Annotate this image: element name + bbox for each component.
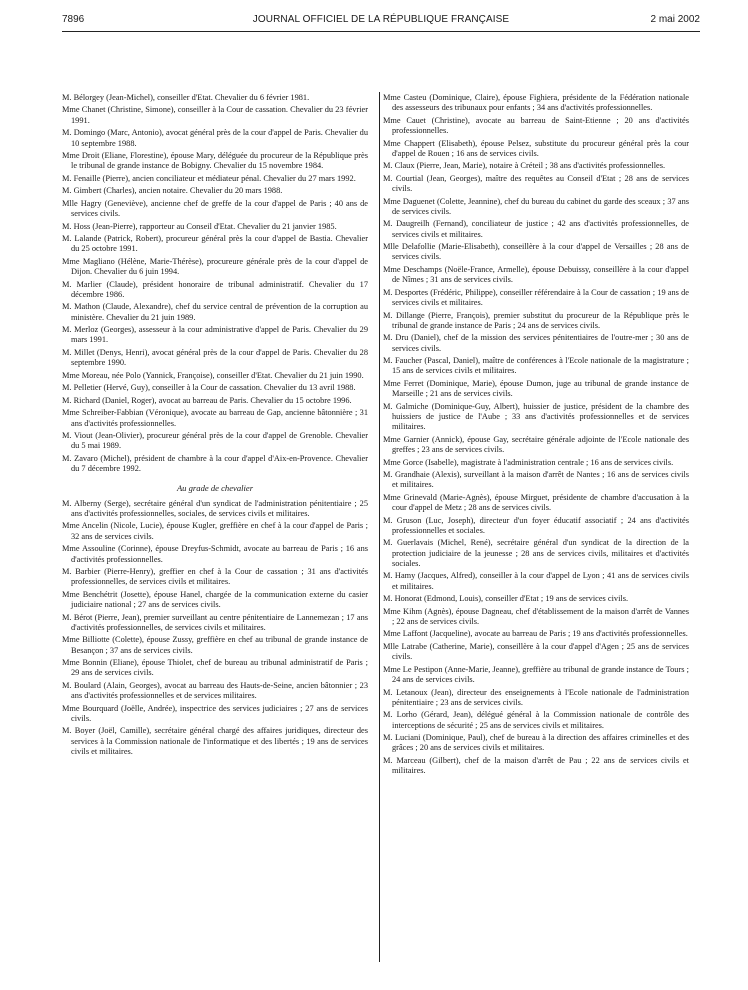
list-item: M. Barbier (Pierre-Henry), greffier en chef à la Cour de cassation ; 31 ans d'activités professionnelles, de services civils et militaires. — [62, 567, 368, 587]
right-column — [383, 93, 689, 779]
list-item: M. Boyer (Joël, Camille), secrétaire général chargé des affaires juridiques, directeur des services à la Commission nationale de l'informatique et des libertés ; 19 ans de services civils et militaires. — [62, 726, 368, 757]
list-item: Mlle Latrabe (Catherine, Marie), conseillère à la cour d'appel d'Agen ; 25 ans de services civils. — [383, 641, 689, 662]
list-item: M. Daugreilh (Fernand), conciliateur de justice ; 42 ans d'activités professionnelles, de services civils et militaires. — [383, 219, 689, 239]
list-item: M. Grandhaie (Alexis), surveillant à la maison d'arrêt de Nantes ; 16 ans de services civils et militaires. — [383, 469, 689, 490]
list-item: Mme Assouline (Corinne), épouse Dreyfus-Schmidt, avocate au barreau de Paris ; 16 ans d'activités professionnelles. — [62, 544, 368, 564]
journal-title: JOURNAL OFFICIEL DE LA RÉPUBLIQUE FRANÇAISE — [252, 14, 510, 25]
list-item: Mme Moreau, née Polo (Yannick, Françoise), conseiller d'Etat. Chevalier du 21 juin 1990. — [62, 370, 364, 380]
list-item: Mme Benchétrit (Josette), épouse Hanel, chargée de la communication externe du casier judiciaire national ; 27 ans de services civils. — [62, 589, 368, 610]
list-item: M. Dru (Daniel), chef de la mission des services pénitentiaires de l'outre-mer ; 30 ans de services civils. — [383, 333, 689, 353]
list-item: Mme Kihm (Agnès), épouse Dagneau, chef d'établissement de la maison d'arrêt de Vannes ; 22 ans de services civils. — [383, 606, 689, 626]
list-item: M. Zavaro (Michel), président de chambre à la cour d'appel d'Aix-en-Provence. Chevalier du 7 décembre 1992. — [62, 453, 368, 474]
entries-list — [383, 93, 689, 776]
list-item: Mme Bourquard (Joëlle, Andrée), inspectrice des services judiciaires ; 27 ans de services civils. — [62, 703, 368, 723]
page-header — [62, 14, 700, 30]
list-item: Mme Gorce (Isabelle), magistrate à l'administration centrale ; 16 ans de services civils. — [383, 457, 674, 467]
entries-list — [62, 93, 368, 474]
list-item: Mme Ancelin (Nicole, Lucie), épouse Kugler, greffière en chef à la cour d'appel de Paris ; 32 ans de services civils. — [62, 521, 368, 541]
entries-list — [62, 499, 368, 758]
list-item: M. Bérot (Pierre, Jean), premier surveillant au centre pénitentiaire de Lannemezan ; 17 ans d'activités professionnelles, de services civils et militaires. — [62, 612, 368, 632]
list-item: M. Hamy (Jacques, Alfred), conseiller à la cour d'appel de Lyon ; 41 ans de services civils et militaires. — [383, 571, 689, 591]
list-item: Mme Deschamps (Noële-France, Armelle), épouse Debuissy, conseillère à la cour d'appel de Nîmes ; 31 ans de services civils. — [383, 264, 689, 285]
list-item: M. Luciani (Dominique, Paul), chef de bureau à la direction des affaires criminelles et des grâces ; 20 ans de services civils et militaires. — [383, 733, 689, 753]
list-item: Mlle Delafollie (Marie-Elisabeth), conseillère à la cour d'appel de Versailles ; 28 ans de services civils. — [383, 242, 689, 262]
list-item: Mme Daguenet (Colette, Jeannine), chef du bureau du cabinet du garde des sceaux ; 37 ans de services civils. — [383, 196, 689, 216]
issue-date: 2 mai 2002 — [650, 14, 700, 25]
list-item: Mme Droit (Eliane, Florestine), épouse Mary, déléguée du procureur de la République près le tribunal de grande instance de Bobigny. Chevalier du 15 novembre 1984. — [62, 151, 368, 171]
list-item: M. Fenaille (Pierre), ancien conciliateur et médiateur pénal. Chevalier du 27 mars 1992. — [62, 173, 356, 183]
list-item: M. Faucher (Pascal, Daniel), maître de conférences à l'Ecole nationale de la magistrature ; 15 ans de services civils et militaires. — [383, 356, 689, 376]
list-item: M. Mathon (Claude, Alexandre), chef du service central de prévention de la corruption au ministère. Chevalier du 21 juin 1989. — [62, 302, 368, 322]
left-column — [62, 93, 368, 760]
list-item: Mme Laffont (Jacqueline), avocate au barreau de Paris ; 19 ans d'activités professionnelles. — [383, 629, 688, 639]
list-item: Mme Casteu (Dominique, Claire), épouse Fighiera, présidente de la Fédération nationale des assesseurs des tribunaux pour enfants ; 34 ans d'activités professionnelles. — [383, 93, 689, 113]
list-item: Mlle Hagry (Geneviève), ancienne chef de greffe de la cour d'appel de Paris ; 40 ans de services civils. — [62, 198, 368, 219]
list-item: M. Richard (Daniel, Roger), avocat au barreau de Paris. Chevalier du 15 octobre 1996. — [62, 395, 352, 405]
list-item: M. Millet (Denys, Henri), avocat général près de la cour d'appel de Paris. Chevalier du 28 septembre 1990. — [62, 347, 368, 368]
list-item: M. Honorat (Edmond, Louis), conseiller d'Etat ; 19 ans de services civils. — [383, 594, 629, 604]
list-item: M. Hoss (Jean-Pierre), rapporteur au Conseil d'Etat. Chevalier du 21 janvier 1985. — [62, 221, 337, 231]
list-item: Mme Chanet (Christine, Simone), conseiller à la Cour de cassation. Chevalier du 23 février 1991. — [62, 105, 368, 125]
list-item: M. Gimbert (Charles), ancien notaire. Chevalier du 20 mars 1988. — [62, 186, 283, 196]
list-item: M. Viout (Jean-Olivier), procureur général près de la cour d'appel de Grenoble. Chevalier du 5 mai 1989. — [62, 430, 368, 451]
list-item: M. Galmiche (Dominique-Guy, Albert), huissier de justice, président de la chambre des huissiers de justice de l'Aube ; 33 ans d'activités professionnelles et de services militaires. — [383, 401, 689, 432]
list-item: M. Marlier (Claude), président honoraire de tribunal administratif. Chevalier du 17 décembre 1986. — [62, 279, 368, 299]
list-item: Mme Billiotte (Colette), épouse Zussy, greffière en chef au tribunal de grande instance de Besançon ; 37 ans de services civils. — [62, 635, 368, 655]
list-item: M. Bélorgey (Jean-Michel), conseiller d'Etat. Chevalier du 6 février 1981. — [62, 93, 310, 102]
list-item: Mme Grinevald (Marie-Agnès), épouse Mirguet, présidente de chambre d'accusation à la cour d'appel de Metz ; 28 ans de services civils. — [383, 492, 689, 513]
list-item: M. Claux (Pierre, Jean, Marie), notaire à Créteil ; 38 ans d'activités professionnelles. — [383, 161, 666, 171]
list-item: M. Desportes (Frédéric, Philippe), conseiller référendaire à la Cour de cassation ; 19 ans de services civils et militaires. — [383, 287, 689, 308]
list-item: Mme Cauet (Christine), avocate au barreau de Saint-Etienne ; 20 ans d'activités professionnelles. — [383, 115, 689, 136]
list-item: M. Marceau (Gilbert), chef de la maison d'arrêt de Pau ; 22 ans de services civils et militaires. — [383, 755, 689, 776]
section-heading: Au grade de chevalier — [176, 483, 254, 494]
list-item: M. Letanoux (Jean), directeur des enseignements à l'Ecole nationale de l'administration pénitentiaire ; 23 ans de services civils. — [383, 687, 689, 707]
list-item: M. Lorho (Gérard, Jean), délégué général à la Commission nationale de contrôle des interceptions de sécurité ; 25 ans de services civils et militaires. — [383, 710, 689, 730]
list-item: M. Merloz (Georges), assesseur à la cour administrative d'appel de Paris. Chevalier du 29 mars 1991. — [62, 325, 368, 345]
list-item: Mme Le Pestipon (Anne-Marie, Jeanne), greffière au tribunal de grande instance de Tours ; 24 ans de services civils. — [383, 664, 689, 685]
list-item: M. Boulard (Alain, Georges), avocat au barreau des Hauts-de-Seine, ancien bâtonnier ; 23 ans d'activités professionnelles et de services militaires. — [62, 680, 368, 701]
header-rule — [62, 31, 700, 32]
list-item: Mme Magliano (Hélène, Marie-Thérèse), procureure générale près de la cour d'appel de Dijon. Chevalier du 6 juin 1994. — [62, 256, 368, 277]
page-number: 7896 — [62, 14, 85, 25]
list-item: M. Dillange (Pierre, François), premier substitut du procureur de la République près le tribunal de grande instance de Paris ; 24 ans de services civils. — [383, 310, 689, 330]
list-item: Mme Garnier (Annick), épouse Gay, secrétaire générale adjointe de l'Ecole nationale des greffes ; 23 ans de services civils. — [383, 434, 689, 455]
list-item: M. Lalande (Patrick, Robert), procureur général près la cour d'appel de Bastia. Chevalier du 25 octobre 1991. — [62, 234, 368, 254]
list-item: M. Gruson (Luc, Joseph), directeur d'un foyer éducatif associatif ; 24 ans d'activités professionnelles et sociales. — [383, 515, 689, 535]
list-item: M. Guerlavais (Michel, René), secrétaire général d'un syndicat de la direction de la protection judiciaire de la jeunesse ; 28 ans de services civils, militaires et d'activités sociales. — [383, 538, 689, 568]
list-item: M. Alberny (Serge), secrétaire général d'un syndicat de l'administration pénitentiaire ; 25 ans d'activités professionnelles, sociales, de services civils et militaires. — [62, 498, 368, 518]
list-item: Mme Ferret (Dominique, Marie), épouse Dumon, juge au tribunal de grande instance de Marseille ; 21 ans de services civils. — [383, 378, 689, 399]
list-item: Mme Bonnin (Eliane), épouse Thiolet, chef de bureau au tribunal administratif de Paris ; 29 ans de services civils. — [62, 658, 368, 678]
list-item: Mme Schreiber-Fabbian (Véronique), avocate au barreau de Gap, ancienne bâtonnière ; 31 ans d'activités professionnelles. — [62, 408, 368, 428]
list-item: Mme Chappert (Elisabeth), épouse Pelsez, substitute du procureur général près la cour d'appel de Rouen ; 16 ans de services civils. — [383, 138, 689, 158]
list-item: M. Courtial (Jean, Georges), maître des requêtes au Conseil d'Etat ; 28 ans de services civils. — [383, 173, 689, 194]
list-item: M. Pelletier (Hervé, Guy), conseiller à la Cour de cassation. Chevalier du 13 avril 1988. — [62, 383, 356, 393]
column-divider — [379, 92, 380, 962]
list-item: M. Domingo (Marc, Antonio), avocat général près de la cour d'appel de Paris. Chevalier du 10 septembre 1988. — [62, 128, 368, 148]
